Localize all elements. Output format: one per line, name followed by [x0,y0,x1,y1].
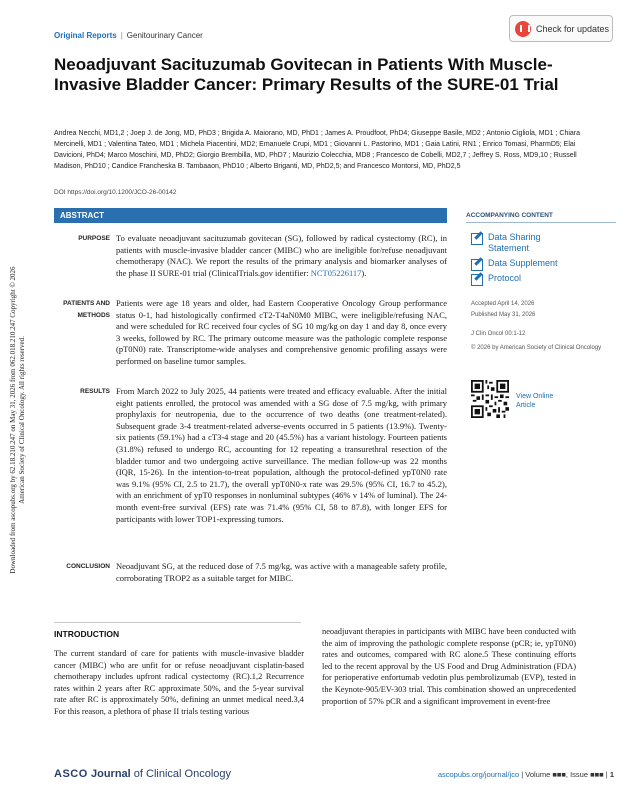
accompanying-item-label: Data Sharing Statement [488,232,541,253]
data-supplement-link[interactable] [471,258,558,271]
abstract-label: CONCLUSION [66,563,110,570]
accepted-date: Accepted April 14, 2026 [471,301,535,307]
category-link[interactable]: Original Reports [54,31,117,40]
abstract-label: RESULTS [80,388,110,395]
journal-name-bold: Journal [91,768,131,780]
subcategory-label: Genitourinary Cancer [126,31,203,40]
check-for-updates-button[interactable] [509,15,613,42]
view-online-article-link[interactable]: View Online Article [516,393,554,409]
abstract-section-purpose [54,233,447,279]
footer-volume: | Volume ■■■, Issue ■■■ | [519,770,610,779]
published-date: Published May 31, 2026 [471,312,536,318]
accompanying-item-label: Data Supplement [488,258,558,268]
abstract-text: Patients were age 18 years and older, had Eastern Cooperative Oncology Group performance status 0-1, had histologically confirmed cT2-T4aN0M0 MIBC, were ineligible/refusing NAC, and were scheduled for RC received four cycles of SG 10 mg/kg on day 1 and day 8, once every 3 weeks, followed by RC. The primary outcome measure was the pathologic complete response (pT0N0) rate. Transcriptome-wide analyses and comprehensive genomic profiling assays were performed on baseline tumor samples. [116,298,447,366]
accompanying-item-label: Protocol [488,273,522,283]
doi-link[interactable]: DOI https://doi.org/10.1200/JCO-26-00142 [54,189,177,196]
author-list: Andrea Necchi, MD1,2 ; Joep J. de Jong, MD, PhD3 ; Brigida A. Maiorano, MD, PhD1 ; James A. Proudfoot, PhD4; Giuseppe Basile, MD2 ; Antonio Cigliola, MD1 ; Chiara Mercinelli, MD1 ; Valentina Tateo, MD1 ; Michela Piacentini, MD2; Emanuele Crupi, MD1 ; Giovanni L. Pastorino, MD1 ; Gaia Latini, RN1 ; Enrico Tomasi, PharmD5; Elai Davicioni, PhD4; Marco Moschini, MD, PhD2; Giorgio Brembilla, MD, PhD7 ; Maurizio Colecchia, MD8 ; Francesco de Cobelli, MD2,7 ; Jeffrey S. Ross, MD9,10 ; Russell Madison, PhD10 ; Candice Francheska B. Tambaaon, PhD10 ; Alberto Briganti, MD, PhD2,5; and Francesco Montorsi, MD, PhD2,5 [54,130,581,170]
abstract-text [116,233,447,279]
external-link-icon [471,259,483,271]
trial-registry-link[interactable]: NCT05226117 [310,267,362,278]
introduction-heading: INTRODUCTION [54,622,301,639]
article-title: Neoadjuvant Sacituzumab Govitecan in Patients With Muscle-Invasive Bladder Cancer: Primary Results of the SURE-01 Trial [54,55,559,94]
download-watermark [0,240,36,600]
download-watermark-text: Downloaded from ascopubs.org by 62.18.210.247 on May 31, 2026 from 062.018.210.247 Copyright © 2026 American Society of Clinical Oncology. All rights reserved. [9,266,26,574]
introduction-column-1: The current standard of care for patients with muscle-invasive bladder cancer (MIBC) who are unfit for or refuse neoadjuvant cisplatin-based chemotherapy includes upfront radical cystectomy (RC).1,2 Recurrence rates within 2 years after RC approximate 50%, and the 5-year survival rate after RC is approximately 50%, defining an unmet medical need.3,4 For this reason, a plethora of phase II trials testing various [54,649,304,716]
data-sharing-statement-link[interactable] [471,232,578,254]
category-separator: | [120,31,123,40]
abstract-text-tail: ). [361,267,367,278]
citation: J Clin Oncol 00:1-12 [471,331,526,337]
abstract-text: Neoadjuvant SG, at the reduced dose of 7.5 mg/kg, was active with a manageable safety profile, corroborating TROP2 as a suitable target for MIBC. [116,561,447,583]
check-for-updates-label: Check for updates [536,23,610,34]
external-link-icon [471,274,483,286]
abstract-label: PATIENTS AND METHODS [63,300,110,319]
abstract-section-conclusion [54,561,447,584]
abstract-label: PURPOSE [78,235,110,242]
journal-url-link[interactable]: ascopubs.org/journal/jco [437,770,520,779]
page-footer [54,768,614,782]
abstract-section-results [54,386,447,525]
footer-citation [438,770,614,779]
abstract-text-body: To evaluate neoadjuvant sacituzumab govitecan (SG), followed by radical cystectomy (RC), in patients with muscle-invasive bladder cancer (MIBC) who are ineligible for/refuse neoadjuvant chemotherapy (NAC). We report the results of the primary analysis and biomarker analyses of the phase II SURE-01 trial (ClinicalTrials.gov identifier: [116,233,447,278]
qr-code-icon[interactable] [471,380,509,418]
protocol-link[interactable] [471,273,521,286]
copyright: © 2026 by American Society of Clinical Oncology [471,345,602,351]
introduction-column-2: neoadjuvant therapies in participants with MIBC have been conducted with the aim of improving the pathologic complete response (pCR; ie, ypT0N0) rates and outcomes, compared with RC alone.5 These continuing efforts led to the recent approval by the US Food and Drug Administration (FDA) for perioperative enfortumab vedotin plus pembrolizumab (EVP), tested in the Keynote-905/EV-303 trial. This combination showed an unprecedented proportion of 57% pCR and a significant improvement in event-free [322,627,576,706]
external-link-icon [471,233,483,245]
abstract-heading: ABSTRACT [54,208,447,223]
abstract-section-methods [54,298,447,368]
asco-logo: ASCO [54,768,88,780]
journal-name [91,768,231,780]
journal-name-rest: of Clinical Oncology [130,768,232,780]
article-category-header [54,31,203,40]
crossmark-icon [515,21,531,37]
abstract-text: From March 2022 to July 2025, 44 patients were treated and efficacy evaluable. After the initial eight patients enrolled, the protocol was amended with a SG dose of 7.5 mg/kg, with primary prophylaxis for neutropenia, due to the occurrence of two deaths (one treatment-related). Subsequent grade 3-4 treatment-related adverse-events occurred in 5 patients (13.9%). Twenty-six patients (59.1%) had a cT3-4 stage and 20 (45.5%) has a variant histology. Fourteen patients (31.8%) refused to undergo RC, accounting for 12 repeating a transurethral resection of the bladder tumor and two undergoing active surveillance. The median follow-up was 22 months (IQR, 15-26). In the intention-to-treat population, although the protocol-defined ypT0N0 rate was 9.1% (95% CI, 2.5 to 21.7), the overall ypT0N0-x rate was 29.5% (95% CI, 16.7 to 45.2), with an enrichment of ypT0 responses in nonluminal subtypes (46% v 14% of luminal). The 24-month event-free survival (EFS) rate was 71.4% (95% CI, 58 to 87.8), with longer EFS for participants with lower TOP1-expressing tumors. [116,386,447,524]
accompanying-content-heading: ACCOMPANYING CONTENT [466,208,616,223]
page-number: 1 [609,770,614,779]
